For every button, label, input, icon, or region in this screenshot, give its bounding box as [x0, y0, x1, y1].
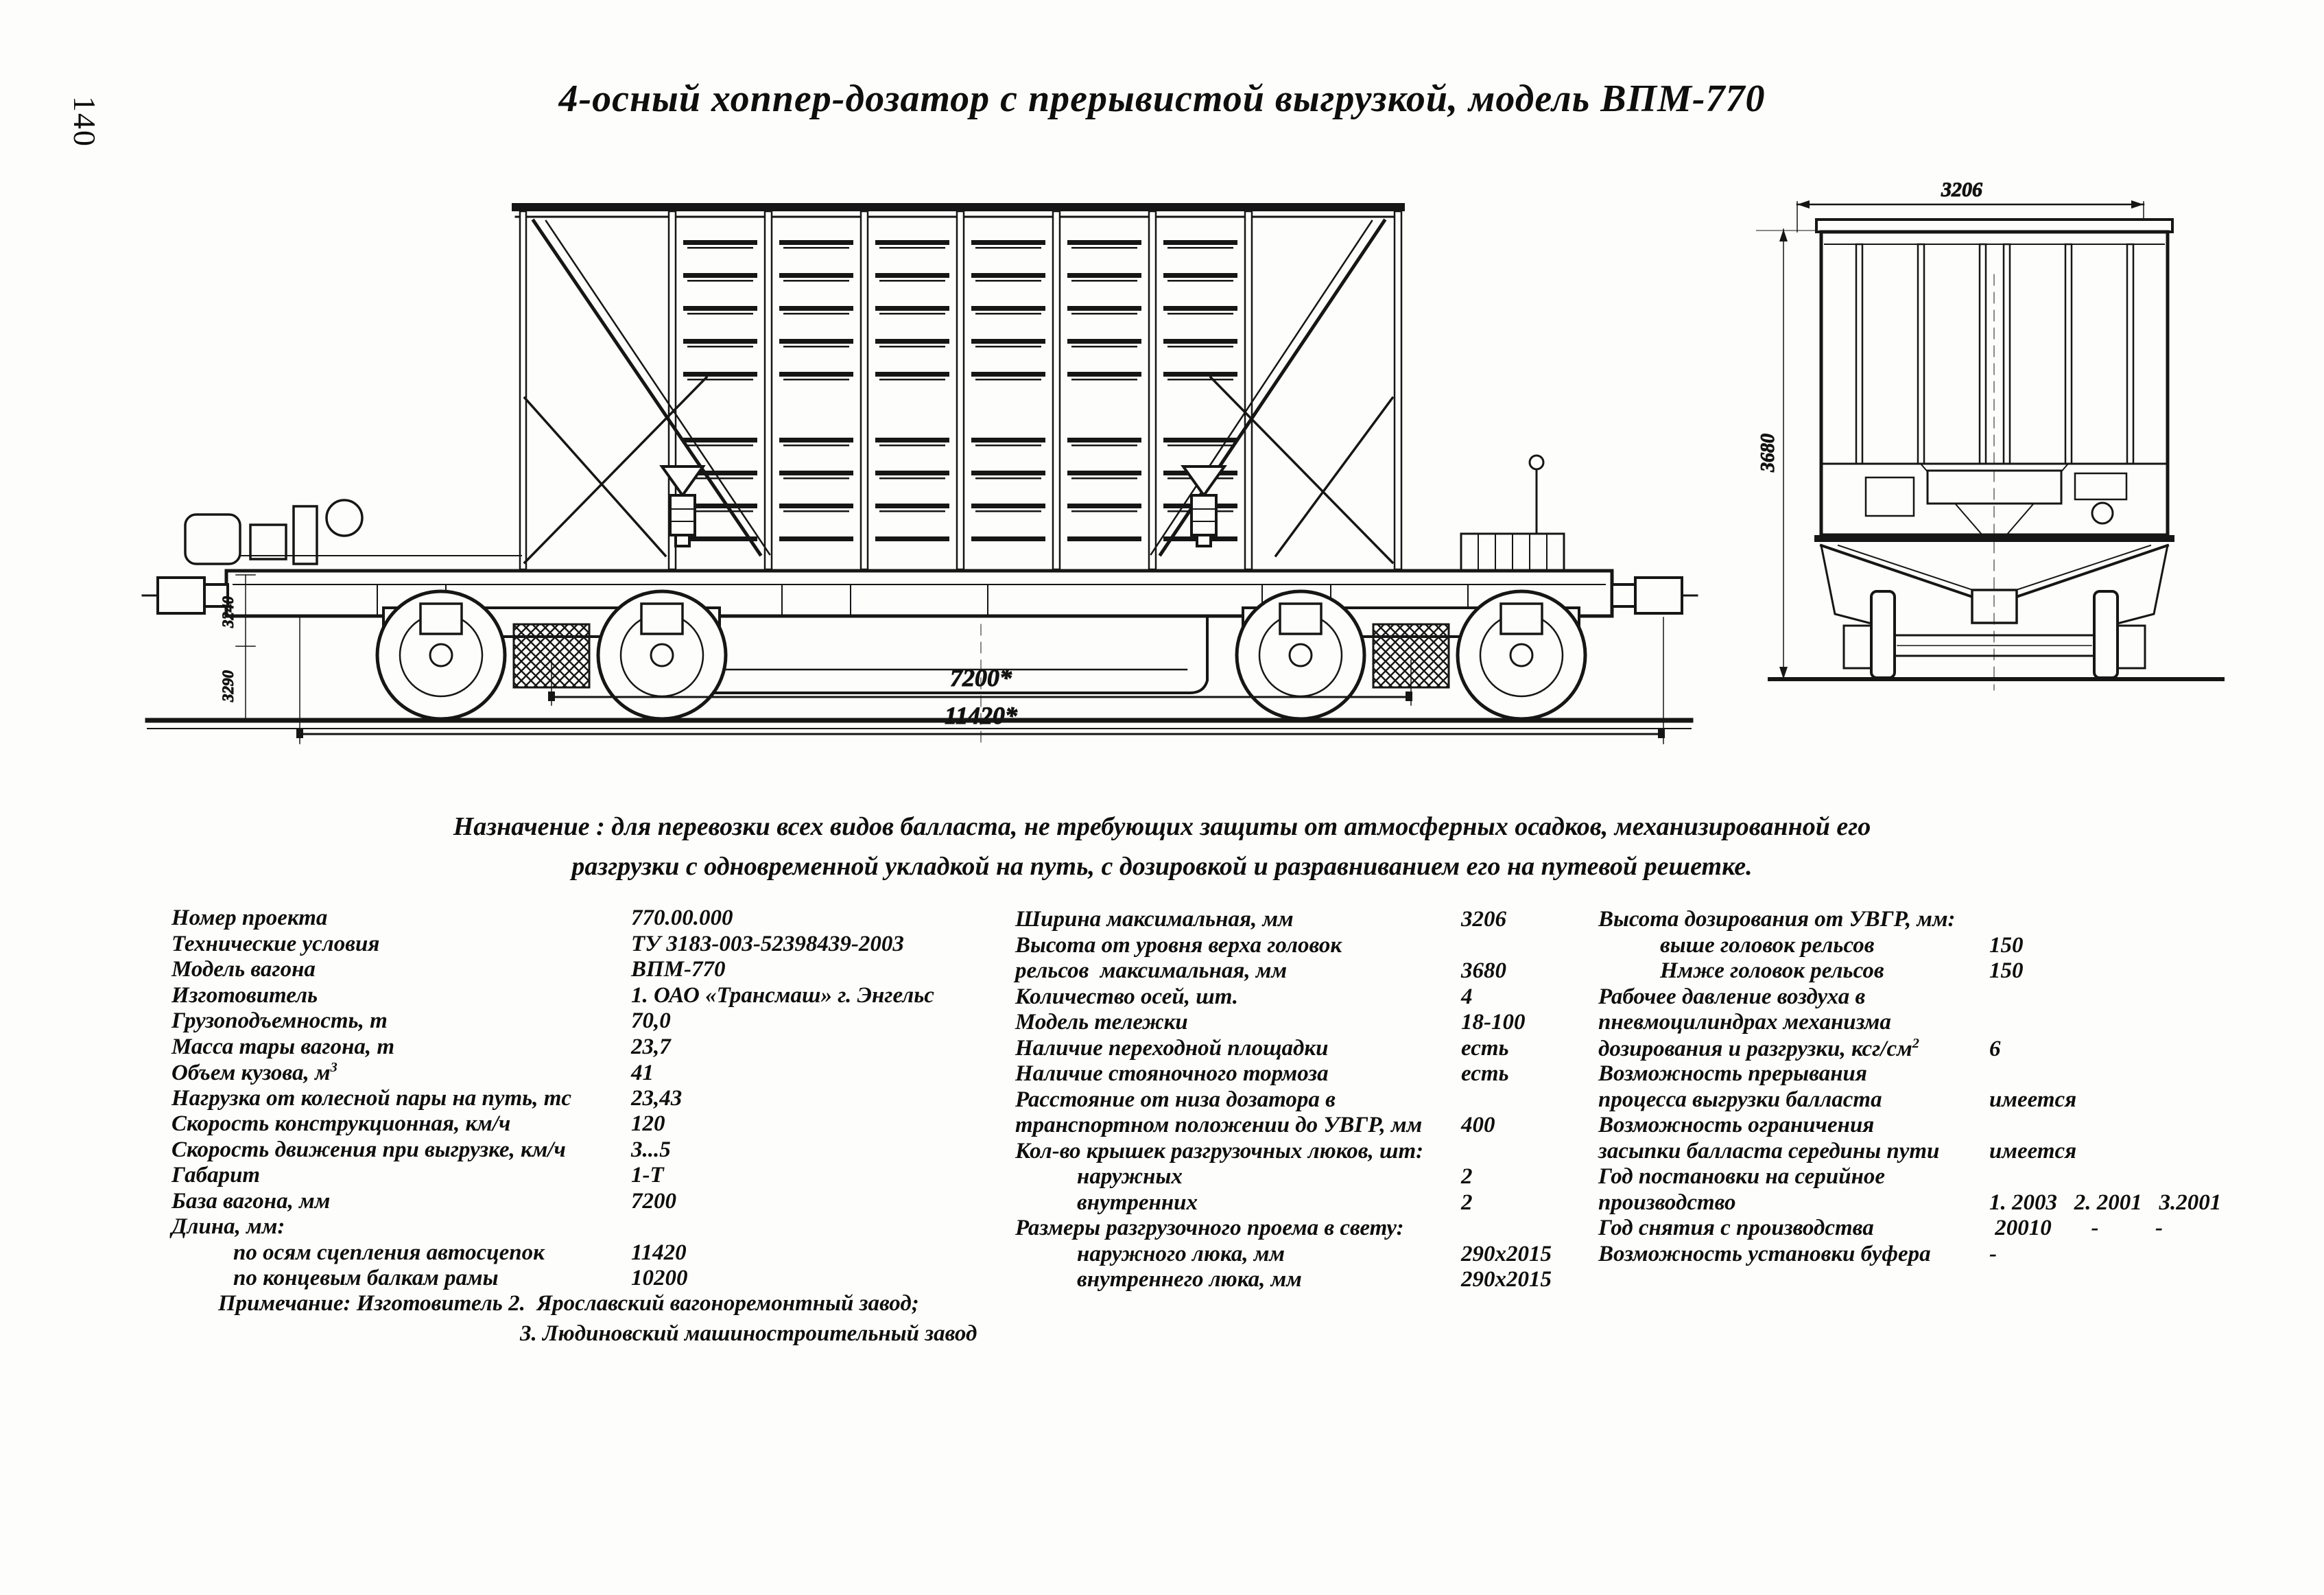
spec-label — [1598, 1216, 1989, 1241]
spec-label — [1015, 1190, 1461, 1216]
spec-label — [1598, 1036, 1989, 1062]
spec-label — [1015, 1216, 1461, 1241]
spec-label — [1598, 1190, 1989, 1216]
spec-label — [1015, 1113, 1461, 1138]
spec-label-text: Расстояние от низа дозатора в — [1015, 1087, 1336, 1112]
rail-line — [147, 720, 1691, 729]
spec-label-text: по осям сцепления автосцепок — [233, 1240, 545, 1265]
spec-row — [1598, 1216, 2324, 1242]
spec-value: 150 — [1989, 958, 2024, 983]
purpose-paragraph — [0, 807, 2324, 886]
spec-row — [1015, 958, 1619, 984]
spec-value: 20010 - - — [1989, 1216, 2163, 1240]
spec-row — [171, 1111, 1029, 1137]
spec-value: 3206 — [1461, 907, 1506, 932]
spec-label-text: Высота дозирования от УВГР, мм: — [1598, 907, 1956, 932]
spec-label-text: внутренних — [1077, 1190, 1198, 1215]
spec-label-text: процесса выгрузки балласта — [1598, 1087, 1882, 1112]
spec-label — [1015, 984, 1461, 1010]
spec-label — [1015, 1267, 1461, 1292]
spec-row — [1598, 1061, 2324, 1087]
spec-row — [171, 1163, 1029, 1189]
spec-row — [1015, 984, 1619, 1011]
spec-value: 70,0 — [631, 1008, 671, 1033]
spec-label — [1598, 958, 1989, 984]
spec-value: имеется — [1989, 1087, 2077, 1112]
spec-row — [1015, 1216, 1619, 1242]
spec-label-text: Нагрузка от колесной пары на путь, тс — [171, 1085, 572, 1111]
spec-label-text: База вагона, мм — [171, 1188, 331, 1214]
spec-label-text: Наличие переходной площадки — [1015, 1035, 1329, 1061]
dim-base-label: 7200* — [950, 664, 1012, 692]
spec-label-text: Масса тары вагона, т — [171, 1034, 395, 1059]
spec-label-text: Нмже головок рельсов — [1660, 958, 1884, 983]
spec-label-text: Скорость конструкционная, км/ч — [171, 1111, 511, 1136]
spec-label — [171, 1060, 631, 1086]
note-line-2: 3. Людиновский машиностроительный завод — [520, 1321, 977, 1346]
spec-row — [171, 1137, 1029, 1163]
spec-label — [1598, 907, 1989, 932]
spec-label-text: Технические условия — [171, 931, 380, 956]
dim-width-label: 3206 — [1941, 178, 1982, 201]
spec-label-text: Год снятия с производства — [1598, 1216, 1874, 1240]
spec-row — [1598, 1036, 2324, 1062]
spec-label — [171, 1008, 631, 1034]
dim-height-upper-label: 3240 — [220, 596, 237, 628]
spec-label — [171, 1189, 631, 1214]
spec-label-text: Номер проекта — [171, 906, 328, 930]
spec-label-text: Грузоподъемность, т — [171, 1008, 388, 1033]
spec-label — [1598, 933, 1989, 958]
spec-value: 770.00.000 — [631, 906, 733, 930]
spec-label — [1015, 1061, 1461, 1087]
spec-row — [1015, 1010, 1619, 1036]
spec-label — [171, 1163, 631, 1188]
spec-row — [1015, 907, 1619, 933]
spec-label-text: Наличие стояночного тормоза — [1015, 1061, 1329, 1086]
spec-label — [171, 983, 631, 1008]
spec-label-text: Количество осей, шт. — [1015, 984, 1239, 1009]
spec-label-text: Ширина максимальная, мм — [1015, 907, 1294, 932]
spec-label-text: Скорость движения при выгрузке, км/ч — [171, 1137, 566, 1162]
spec-row — [1598, 1242, 2324, 1268]
spec-row — [171, 1214, 1029, 1240]
spec-value: 18-100 — [1461, 1010, 1526, 1035]
spec-label — [1598, 1164, 1989, 1190]
spec-label-text: Кол-во крышек разгрузочных люков, шт: — [1015, 1138, 1424, 1163]
spec-label-text: наружного люка, мм — [1077, 1241, 1285, 1266]
spec-label — [1015, 1010, 1461, 1035]
spec-row — [1598, 1010, 2324, 1036]
spec-label-text: по концевым балкам рамы — [233, 1266, 499, 1290]
spec-label — [1015, 958, 1461, 984]
spec-value: 1-Т — [631, 1163, 664, 1188]
spec-value: ВПМ-770 — [631, 957, 726, 982]
dim-length-label: 11420* — [944, 702, 1018, 729]
spec-value: 4 — [1461, 984, 1473, 1009]
spec-row — [1015, 1190, 1619, 1216]
spec-value: 23,43 — [631, 1085, 683, 1111]
spec-label-text: Возможность прерывания — [1598, 1061, 1867, 1086]
spec-label — [1015, 1139, 1461, 1164]
spec-label — [1598, 1113, 1989, 1138]
spec-row — [171, 1008, 1029, 1035]
spec-value: 400 — [1461, 1113, 1495, 1137]
spec-row — [1598, 1113, 2324, 1139]
spec-value: 2 — [1461, 1164, 1473, 1189]
spec-value: 7200 — [631, 1188, 676, 1214]
spec-label-text: засыпки балласта середины пути — [1598, 1138, 1940, 1163]
spec-row — [171, 1240, 1029, 1266]
spec-label-sup: 3 — [330, 1060, 337, 1075]
spec-label — [171, 1137, 631, 1163]
purpose-line-1: Назначение : для перевозки всех видов балласта, не требующих защиты от атмосферных осадков, механизированной его — [453, 812, 1871, 841]
spec-label — [1598, 1087, 1989, 1113]
spec-label — [171, 1035, 631, 1060]
spec-label-text: Изготовитель — [171, 982, 318, 1008]
spec-label-text: Размеры разгрузочного проема в свету: — [1015, 1216, 1404, 1240]
spec-row — [171, 932, 1029, 958]
spec-row — [171, 1266, 1029, 1292]
spec-value: 120 — [631, 1111, 665, 1136]
spec-value: 3680 — [1461, 958, 1506, 983]
spec-label-text: производство — [1598, 1190, 1736, 1215]
spec-label-text: Возможность установки буфера — [1598, 1241, 1931, 1266]
body-top-rail — [512, 203, 1405, 211]
spec-value: 1. 2003 2. 2001 3.2001 — [1989, 1190, 2222, 1215]
spec-column-3 — [1598, 907, 2324, 1267]
spec-label — [171, 906, 631, 931]
spec-row — [171, 1086, 1029, 1112]
spec-label-text: Длина, мм: — [171, 1214, 285, 1239]
spec-value: 2 — [1461, 1190, 1473, 1215]
spec-row — [1015, 1242, 1619, 1268]
spec-row — [1015, 933, 1619, 959]
equipment-box — [1461, 456, 1564, 571]
spec-row — [1598, 984, 2324, 1011]
spec-label — [1598, 1010, 1989, 1035]
spec-value: есть — [1461, 1061, 1509, 1086]
spec-value: 6 — [1989, 1036, 2001, 1061]
spec-value: имеется — [1989, 1138, 2077, 1163]
spec-label-text: транспортном положении до УВГР, мм — [1015, 1113, 1423, 1137]
spec-value: 10200 — [631, 1266, 688, 1290]
spec-label-text: Рабочее давление воздуха в — [1598, 984, 1866, 1009]
spec-value: ТУ 3183-003-52398439-2003 — [631, 931, 904, 956]
spec-label — [1598, 1242, 1989, 1267]
spec-label-text: пневмоцилиндрах механизма — [1598, 1010, 1891, 1035]
spec-value: есть — [1461, 1035, 1509, 1061]
spec-column-2 — [1015, 907, 1619, 1293]
spec-row — [1015, 1267, 1619, 1293]
spec-row — [171, 1060, 1029, 1086]
spec-label-text: Модель тележки — [1015, 1010, 1188, 1035]
spec-row — [1015, 1139, 1619, 1165]
spec-row — [1598, 1087, 2324, 1113]
spec-value: 23,7 — [631, 1034, 671, 1059]
spec-value: 150 — [1989, 932, 2024, 958]
spec-row — [1598, 1164, 2324, 1190]
spec-label-sup: 2 — [1912, 1035, 1919, 1051]
spec-label — [171, 1214, 631, 1240]
spec-label-text: Год постановки на серийное — [1598, 1164, 1886, 1189]
spec-label — [1015, 1036, 1461, 1061]
spec-row — [1015, 1113, 1619, 1139]
spec-label-text: дозирования и разгрузки, ксг/см — [1598, 1036, 1912, 1061]
spec-label-text: Объем кузова, м — [171, 1061, 331, 1085]
spec-row — [1598, 907, 2324, 933]
spec-label-text: рельсов максимальная, мм — [1015, 958, 1288, 983]
spec-value: 41 — [631, 1061, 654, 1085]
spec-label — [171, 1240, 631, 1266]
spec-value: 3...5 — [631, 1137, 671, 1162]
spec-row — [171, 906, 1029, 932]
dim-height-label: 3680 — [1757, 434, 1779, 472]
spec-row — [1015, 1061, 1619, 1087]
page-title: 4-осный хоппер-дозатор с прерывистой выгрузкой, модель ВПМ-770 — [558, 78, 1766, 120]
spec-label-text: Модель вагона — [171, 957, 316, 982]
spec-value: 290х2015 — [1461, 1241, 1552, 1266]
spec-label — [1015, 933, 1461, 958]
spec-label-text: наружных — [1077, 1164, 1183, 1189]
spec-column-1 — [171, 906, 1029, 1292]
spec-value: - — [1989, 1241, 1997, 1266]
spec-row — [1015, 1036, 1619, 1062]
page-number: 140 — [67, 96, 102, 147]
spec-row — [1015, 1087, 1619, 1113]
spec-label — [1015, 1164, 1461, 1190]
spec-label — [171, 1086, 631, 1111]
end-view-drawing — [1756, 172, 2236, 696]
spec-row — [1598, 1139, 2324, 1165]
spec-label-text: Высота от уровня верха головок — [1015, 932, 1342, 958]
spec-value: 290х2015 — [1461, 1267, 1552, 1292]
spec-row — [171, 1035, 1029, 1061]
spec-value: 11420 — [631, 1240, 687, 1265]
end-dim-height — [1757, 229, 1788, 679]
spec-label — [171, 1266, 631, 1291]
spec-row — [1015, 1164, 1619, 1190]
spec-label — [1015, 1242, 1461, 1267]
spec-label — [171, 957, 631, 982]
spec-row — [1598, 1190, 2324, 1216]
spec-label-text: Возможность ограничения — [1598, 1113, 1875, 1137]
spec-label — [171, 932, 631, 957]
spec-value: 1. ОАО «Трансмаш» г. Энгельс — [631, 982, 934, 1008]
spec-label — [1598, 1061, 1989, 1087]
spec-row — [1598, 933, 2324, 959]
dim-height-lower-label: 3290 — [220, 670, 237, 702]
spec-label-text: внутреннего люка, мм — [1077, 1267, 1302, 1292]
spec-label — [1015, 907, 1461, 932]
brake-equipment — [185, 500, 521, 564]
purpose-line-2: разгрузки с одновременной укладкой на путь, с дозировкой и разравниванием его на путевой решетке. — [571, 852, 1753, 881]
note-line-1: Примечание: Изготовитель 2. Ярославский вагоноремонтный завод; — [218, 1291, 919, 1316]
spec-label-text: выше головок рельсов — [1660, 932, 1875, 958]
spec-label — [1598, 984, 1989, 1010]
spec-row — [1598, 958, 2324, 984]
side-view-drawing — [137, 172, 1701, 758]
spec-label — [171, 1111, 631, 1137]
spec-row — [171, 983, 1029, 1009]
spec-label-text: Габарит — [171, 1163, 261, 1188]
spec-row — [171, 1189, 1029, 1215]
spec-label — [1015, 1087, 1461, 1113]
spec-row — [171, 957, 1029, 983]
spec-label — [1598, 1139, 1989, 1164]
